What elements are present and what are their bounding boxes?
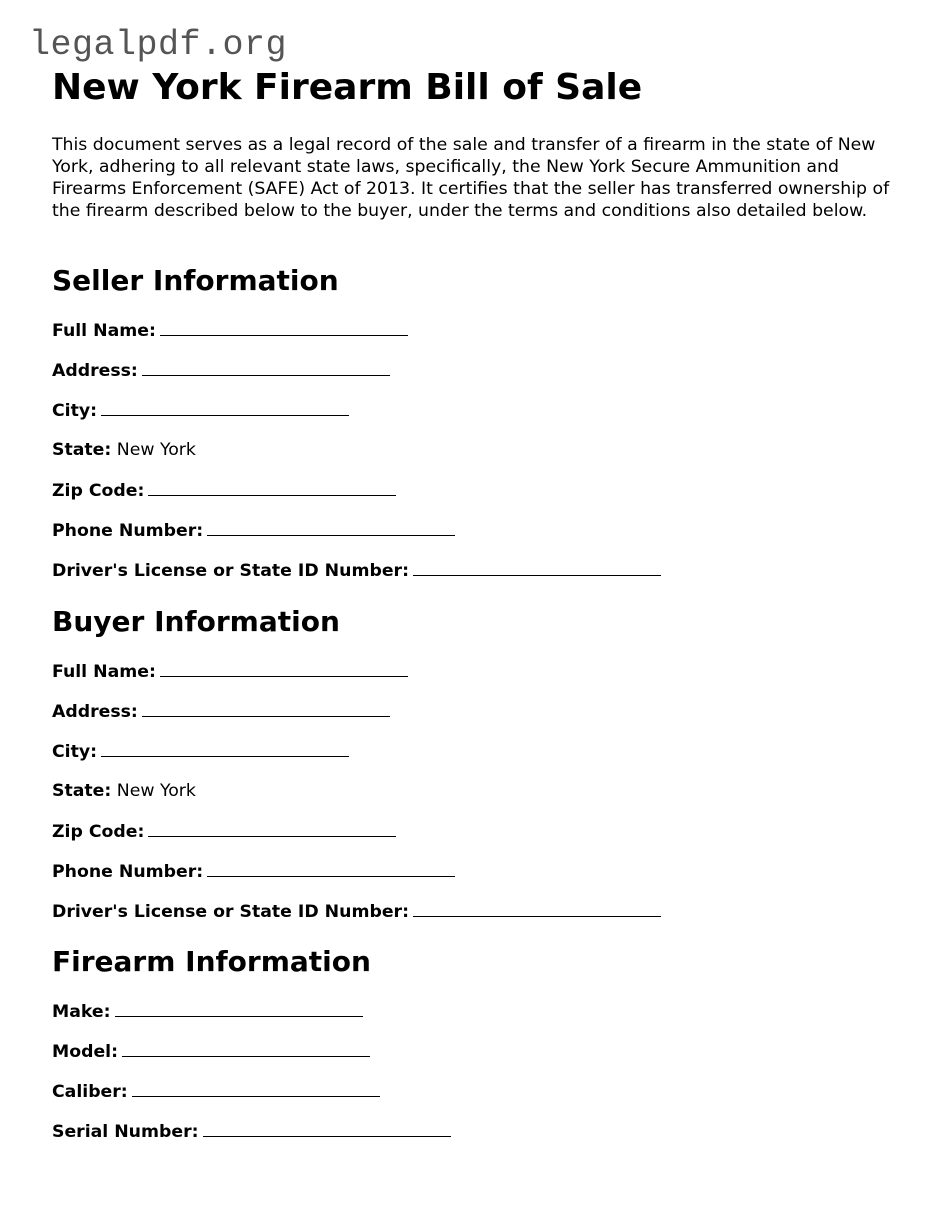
- field-label: Address:: [52, 361, 138, 381]
- seller-phone-field: [52, 520, 455, 541]
- seller-address-field: [52, 360, 390, 381]
- firearm-caliber-field: [52, 1081, 380, 1102]
- buyer-city-field: [52, 741, 349, 762]
- field-label: City:: [52, 401, 98, 421]
- seller-city-field: [52, 400, 349, 421]
- field-label: City:: [52, 742, 98, 762]
- buyer-zip-blank[interactable]: [148, 821, 396, 837]
- buyer-zip-field: [52, 821, 396, 842]
- seller-license-blank[interactable]: [413, 560, 661, 576]
- firearm-heading: Firearm Information: [52, 945, 371, 978]
- seller-zip-field: [52, 480, 396, 501]
- buyer-full-name-field: [52, 661, 408, 682]
- firearm-model-blank[interactable]: [122, 1041, 370, 1057]
- firearm-make-field: [52, 1001, 363, 1022]
- seller-state-field: [52, 440, 196, 460]
- field-label: Phone Number:: [52, 521, 204, 541]
- field-label: Zip Code:: [52, 822, 145, 842]
- firearm-caliber-blank[interactable]: [132, 1081, 380, 1097]
- seller-city-blank[interactable]: [101, 400, 349, 416]
- buyer-state-field: [52, 781, 196, 801]
- firearm-model-field: [52, 1041, 370, 1062]
- buyer-license-field: [52, 901, 661, 922]
- buyer-phone-field: [52, 861, 455, 882]
- field-label: Full Name:: [52, 321, 156, 341]
- buyer-state-value: New York: [116, 781, 196, 801]
- buyer-phone-blank[interactable]: [207, 861, 455, 877]
- field-label: Address:: [52, 702, 138, 722]
- firearm-section: [52, 945, 892, 1142]
- field-label: State:: [52, 440, 112, 460]
- buyer-full-name-blank[interactable]: [160, 661, 408, 677]
- buyer-heading: Buyer Information: [52, 605, 340, 638]
- buyer-license-blank[interactable]: [413, 901, 661, 917]
- seller-license-field: [52, 560, 661, 581]
- intro-paragraph: This document serves as a legal record of the sale and transfer of a firearm in the state of New York, adhering to all relevant state laws, specifically, the New York Secure Ammunition and Firearms Enforcement (SAFE) Act of 2013. It certifies that the seller has transferred ownership of the firearm described below to the buyer, under the terms and conditions also detailed below.: [52, 135, 890, 221]
- seller-section: [52, 264, 892, 581]
- field-label: Make:: [52, 1002, 111, 1022]
- field-label: Driver's License or State ID Number:: [52, 902, 409, 922]
- buyer-address-blank[interactable]: [142, 701, 390, 717]
- seller-heading: Seller Information: [52, 264, 339, 297]
- firearm-make-blank[interactable]: [115, 1001, 363, 1017]
- seller-full-name-field: [52, 320, 408, 341]
- seller-state-value: New York: [116, 440, 196, 460]
- firearm-serial-field: [52, 1121, 451, 1142]
- seller-full-name-blank[interactable]: [160, 320, 408, 336]
- firearm-serial-blank[interactable]: [203, 1121, 451, 1137]
- field-label: Serial Number:: [52, 1122, 199, 1142]
- field-label: Phone Number:: [52, 862, 204, 882]
- document-page: [52, 66, 892, 1142]
- document-title: New York Firearm Bill of Sale: [52, 67, 643, 108]
- buyer-city-blank[interactable]: [101, 741, 349, 757]
- buyer-section: [52, 605, 892, 922]
- field-label: Full Name:: [52, 662, 156, 682]
- field-label: State:: [52, 781, 112, 801]
- buyer-address-field: [52, 701, 390, 722]
- field-label: Caliber:: [52, 1082, 128, 1102]
- seller-address-blank[interactable]: [142, 360, 390, 376]
- seller-phone-blank[interactable]: [207, 520, 455, 536]
- field-label: Driver's License or State ID Number:: [52, 561, 409, 581]
- seller-zip-blank[interactable]: [148, 480, 396, 496]
- field-label: Model:: [52, 1042, 118, 1062]
- watermark-logo: legalpdf.org: [29, 25, 288, 65]
- field-label: Zip Code:: [52, 481, 145, 501]
